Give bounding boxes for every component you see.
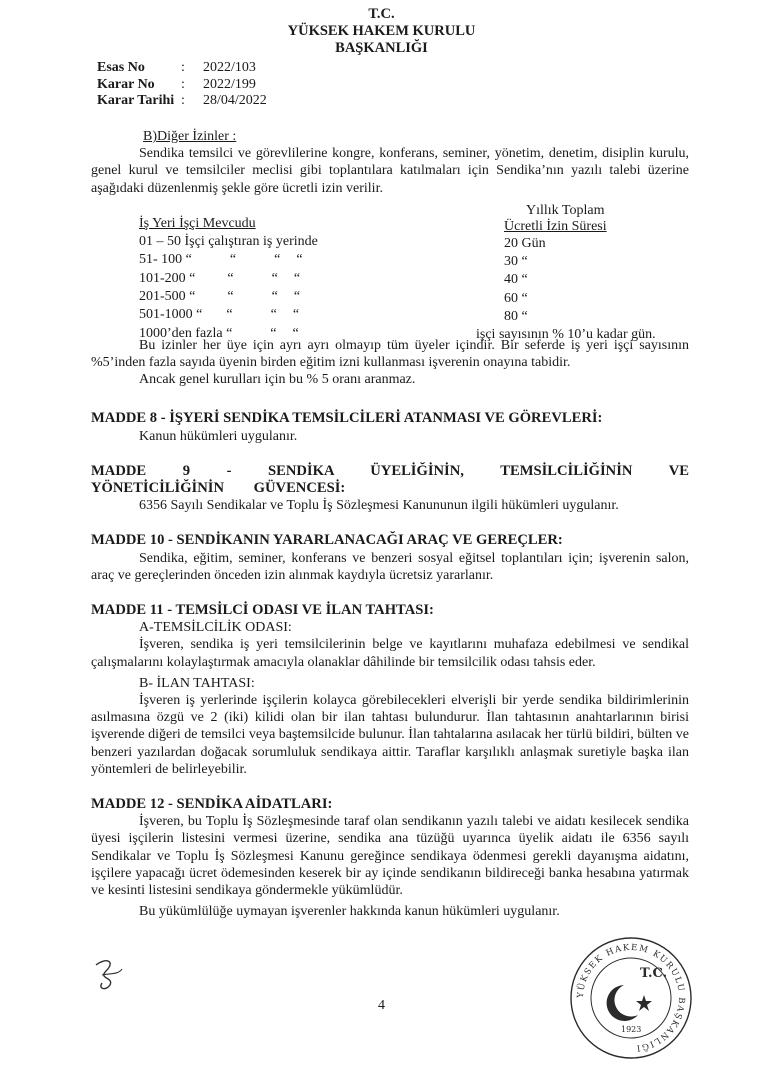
document-header: [0, 6, 763, 57]
madde-11-text-b: İşveren iş yerlerinde işçilerin kolayca görebilecekleri elverişli bir yerde sendika bildirimlerinin asılmasına özgü ve 2 (iki) kilidi olan bir ilan tahtası bulundurur. İlan tahtasının anahtarlarının birisi işverende diğeri de temsilci veya baştemsilcide bulunur. İlan tahtalarına asılacak her türlü bildiri, bülten ve benzeri yazılardan doğacak sorumluluk sendikaya aittir. Taraflar karşılıklı anlaşmak suretiyle başka ilan yöntemleri de belirleyebilir.: [91, 693, 689, 777]
permission-row-left: 51- 100 “ “ “ “: [139, 252, 303, 268]
madde-8-title: MADDE 8 - İŞYERİ SENDİKA TEMSİLCİLERİ ATANMASI VE GÖREVLERİ:: [91, 410, 603, 427]
permission-row-left: 201-500 “ “ “ “: [139, 289, 301, 304]
madde-11-sub-b: B- İLAN TAHTASI:: [139, 675, 255, 691]
page-number: 4: [378, 998, 385, 1013]
meta-value: 2022/199: [203, 76, 256, 92]
header-line-3: BAŞKANLIĞI: [335, 40, 428, 56]
left-column-header: İş Yeri İşçi Mevcudu: [139, 215, 256, 231]
header-line-1: T.C.: [368, 6, 395, 22]
header-line-2: YÜKSEK HAKEM KURULU: [287, 23, 476, 39]
section-b-para-1: Sendika temsilci ve görevlilerine kongre, konferans, seminer, yönetim, denetim, disiplin kurulu, genel kurul ve temsilciler meclisi gibi toplantılara katılmaları için Sendika’nın yazılı talebi üzerine aşağıdaki düzenlenmiş şekle göre ücretli izin verilir.: [91, 146, 689, 196]
meta-label: Esas No: [97, 60, 145, 75]
permission-table: [91, 202, 689, 343]
document-body: [91, 128, 689, 921]
permission-left-column: [139, 215, 318, 343]
madde-11-sub-a: A-TEMSİLCİLİK ODASI:: [139, 620, 292, 636]
svg-text:YÜKSEK HAKEM KURULU BAŞKANLIĞI: YÜKSEK HAKEM KURULU BAŞKANLIĞI: [575, 942, 687, 1053]
permission-row-left: 101-200 “ “ “ “: [139, 270, 301, 286]
meta-label: Karar No: [97, 76, 155, 92]
madde-12-title: MADDE 12 - SENDİKA AİDATLARI:: [91, 796, 333, 813]
madde-11-text-a: İşveren, sendika iş yeri temsilcilerinin belge ve kayıtlarını muhafaza edebilmesi ve sendikal çalışmalarını kolaylaştırmak amacıyla olanaklar dâhilinde bir temsilcilik odası tahsis eder.: [91, 637, 689, 670]
stamp-year: 1923: [621, 1025, 642, 1034]
section-b-para-3: Ancak genel kurulları için bu % 5 oranı aranmaz.: [139, 372, 416, 388]
meta-row-tarih: Karar Tarihi : 28/04/2022: [97, 93, 267, 108]
right-column-header-1: Yıllık Toplam: [526, 202, 605, 218]
madde-12-text-2: Bu yükümlülüğe uymayan işverenler hakkında kanun hükümleri uygulanır.: [139, 904, 560, 920]
madde-10-text: Sendika, eğitim, seminer, konferans ve benzeri sosyal eğitsel toplantıları için; işverenin salon, araç ve gereçlerinden önceden izin alınmak kaydıyla ücretsiz yararlanır.: [91, 550, 689, 583]
permission-row-right: işçi sayısının % 10’u kadar gün.: [476, 327, 656, 343]
madde-9-title: MADDE 9 - SENDİKA ÜYELİĞİNİN, TEMSİLCİLİĞİNİN VE YÖNETİCİLİĞİNİN GÜVENCESİ:: [91, 462, 689, 497]
meta-row-karar: Karar No : 2022/199: [97, 76, 256, 92]
madde-8-text: Kanun hükümleri uygulanır.: [139, 428, 298, 444]
permission-row-right: 30 “: [504, 254, 528, 270]
permission-row-right: 20 Gün: [504, 235, 546, 251]
madde-12-text-1: İşveren, bu Toplu İş Sözleşmesinde taraf olan sendikanın yazılı talebi ve aidatı kesilecek sendika üyesi işçilerin listesini vermesi üzerine, sendika ana tüzüğü uyarınca üyelik aidatı ile 6356 sayılı Sendikalar ve Toplu İş Sözleşmesi Kanunu gereğince sendikaya ödenmesi gerekli dayanışma aidatını, işçilere yapacağı ücret ödemesinden keserek bir ay içinde sendikanın bildireceği banka hesabına yatırmak ve kesinti listesini sendikaya göndermekle yükümlüdür.: [91, 814, 689, 899]
permission-row-left: 501-1000 “ “ “ “: [139, 307, 300, 323]
section-b-para-2: Bu izinler her üye için ayrı ayrı olmayıp tüm üyeler içindir. Bir seferde iş yeri işçi sayısının %5’inden fazla sayıda üyenin birden eğitim izni kullanması işverenin onayına tabidir.: [91, 337, 689, 371]
initials-signature: [92, 955, 128, 995]
meta-row-esas: Esas No : 2022/103: [97, 60, 256, 75]
permission-row-right: 80 “: [504, 309, 528, 324]
official-seal-stamp: [566, 933, 696, 1063]
meta-label: Karar Tarihi: [97, 93, 175, 108]
section-b-title: B)Diğer İzinler :: [143, 129, 237, 144]
madde-11-title: MADDE 11 - TEMSİLCİ ODASI VE İLAN TAHTASI:: [91, 602, 434, 619]
case-meta: [97, 60, 267, 110]
permission-right-column: [476, 202, 656, 345]
permission-row-right: 60 “: [504, 290, 528, 306]
madde-9-text: 6356 Sayılı Sendikalar ve Toplu İş Sözleşmesi Kanununun ilgili hükümleri uygulanır.: [139, 498, 619, 514]
permission-row-left: 01 – 50 İşçi çalıştıran iş yerinde: [139, 234, 318, 250]
meta-value: 28/04/2022: [203, 93, 267, 108]
right-column-header-2: Ücretli İzin Süresi: [504, 218, 607, 234]
permission-row-left: 1000’den fazla “ “ “: [139, 325, 299, 341]
meta-value: 2022/103: [203, 60, 256, 75]
stamp-center-text: T.C.: [640, 966, 668, 981]
madde-10-title: MADDE 10 - SENDİKANIN YARARLANACAĞI ARAÇ VE GEREÇLER:: [91, 532, 563, 549]
permission-row-right: 40 “: [504, 272, 528, 288]
